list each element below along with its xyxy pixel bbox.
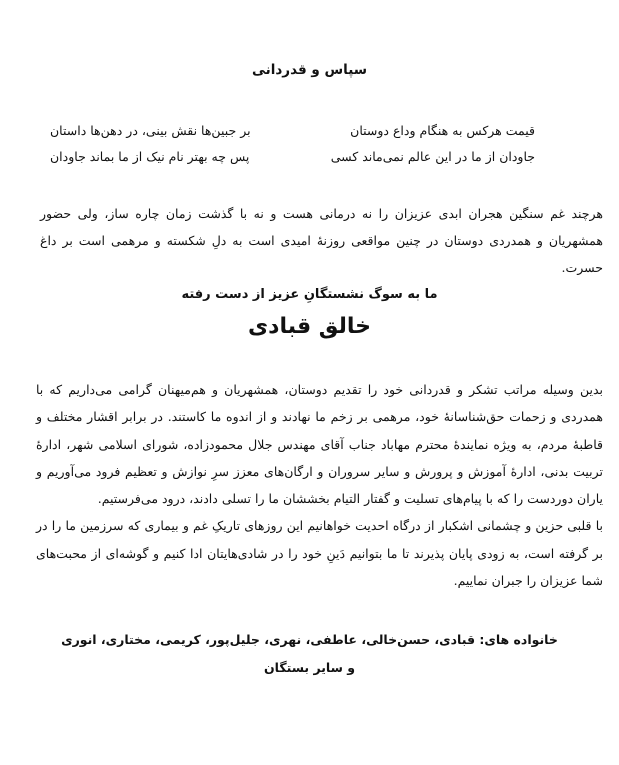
poem-hemistich-first: قیمت هرکس به هنگام وداع دوستان bbox=[350, 123, 535, 138]
poem-line bbox=[50, 118, 569, 144]
families-signature bbox=[0, 626, 619, 682]
poem-hemistich-second: پس چه بهتر نام نیک از ما بماند جاودان bbox=[50, 149, 250, 164]
body-text bbox=[36, 376, 603, 594]
poem-line bbox=[50, 144, 569, 170]
subtitle: ما به سوگ نشستگانِ عزیز از دست رفته bbox=[181, 287, 438, 302]
intro-paragraph: هرچند غم سنگین هجران ابدی عزیزان را نه درمانی هست و نه با گذشت زمان چاره ساز، ولی حضور همشهریان و همدردی دوستان در چنین مواقعی روزنهٔ امیدی است به دلِ شکسته و مرهمی است بر داغ حسرت. bbox=[40, 206, 603, 275]
poem-hemistich-first: جاودان از ما در این عالم نمی‌ماند کسی bbox=[330, 149, 535, 164]
poem bbox=[50, 118, 569, 170]
poem-hemistich-second: بر جبین‌ها نقش بینی، در دهن‌ها داستان bbox=[50, 123, 251, 138]
page-title: سپاس و قدردانی bbox=[252, 62, 367, 78]
body-paragraph: بدین وسیله مراتب تشکر و قدردانی خود را تقدیم دوستان، همشهریان و هم‌میهنان گرامی می‌داریم که با همدردی و زحمات حق‌شناسانهٔ خود، مرهمی بر زخم ما نهادند و از اندوه ما کاستند. در برابر اقشار مختلف و قاطبهٔ مردم، به ویژه نمایندهٔ محترم مهاباد جناب آقای مهندس جلال محمودزاده، شورای اسلامی شهر، ادارهٔ تربیت بدنی، ادارهٔ آموزش و پرورش و سایر سروران و ارگان‌های معزز سرِ نوازش و تعظیم فرود می‌آوریم و یاران دوردست را که با پیام‌های تسلیت و گفتار التیام بخششان ما را تسلی دادند، درود می‌فرستیم. bbox=[36, 382, 603, 507]
families-line: خانواده های: قبادی، حسن‌خالی، عاطفی، نهری، جلیل‌پور، کریمی، مختاری، انوری bbox=[61, 632, 558, 647]
deceased-name: خالق قبادی bbox=[248, 314, 371, 339]
body-paragraph: با قلبی حزین و چشمانی اشکبار از درگاه احدیت خواهانیم این روزهای تاریکِ غم و بیماری که سرزمین ما را در بر گرفته است، به زودی پایان پذیرند تا ما بتوانیم دَینِ خود را در شادی‌هایتان ادا کنیم و گوشه‌ای از محبت‌های شما عزیزان را جبران نماییم. bbox=[36, 518, 603, 589]
relatives-line: و سایر بستگان bbox=[263, 660, 356, 675]
